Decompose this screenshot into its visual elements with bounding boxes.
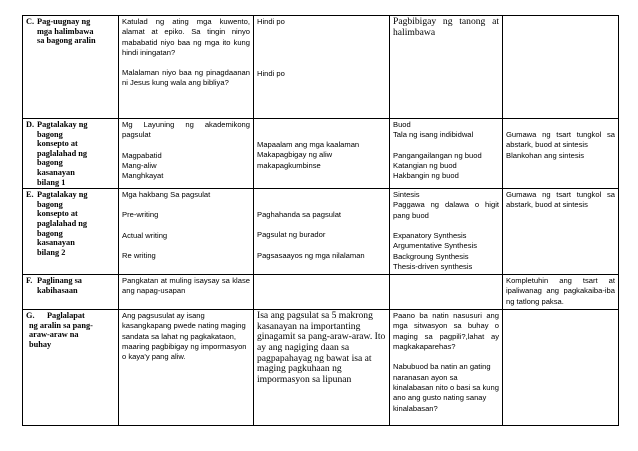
table-row-e: [23, 189, 619, 275]
discussion-text: Pagbibigay ng tanong at halimbawa: [393, 16, 499, 38]
activity-cell: [119, 16, 254, 119]
response-text: Pagsulat ng burador: [257, 230, 326, 240]
response-cell: [254, 310, 390, 426]
discussion-text: Hakbangin ng buod: [393, 171, 459, 181]
activity-text: Magpabatid: [122, 150, 162, 160]
heading-line: kabihasaan: [37, 285, 78, 295]
evaluation-text: Gumawa ng tsart tungkol sa abstark, buod at sintesis: [506, 190, 615, 210]
row-heading-cell: [23, 119, 119, 189]
activity-text: Re writing: [122, 251, 156, 261]
heading-line: ng aralin sa pang-: [29, 320, 93, 330]
discussion-cell: [390, 310, 503, 426]
heading-line: Pag-uugnay ng: [37, 17, 91, 26]
activity-text: Actual writing: [122, 230, 168, 240]
discussion-cell: [390, 189, 503, 275]
discussion-cell: [390, 275, 503, 310]
discussion-text: Expanatory Synthesis: [393, 231, 467, 241]
response-cell: [254, 119, 390, 189]
activity-text: Mg Layuning ng akademikong pagsulat: [122, 120, 250, 140]
discussion-text: Argumentative Synthesis: [393, 241, 477, 251]
heading-line: araw-araw na: [29, 330, 79, 340]
response-cell: [254, 189, 390, 275]
table-row-c: [23, 16, 619, 119]
row-letter: F.: [26, 276, 33, 286]
activity-text: Mga hakbang Sa pagsulat: [122, 190, 211, 200]
activity-cell: [119, 275, 254, 310]
heading-line: Pagtalakay ng: [37, 120, 88, 129]
activity-text: Ang pagsusulat ay isang kasangkapang pwede nating maging sandata sa lahat ng pagkakataon, maaring pagbibigay ng impormasyon o kaya'y pang aliw.: [122, 311, 247, 362]
activity-text: Katulad ng ating mga kuwento, alamat at epiko. Sa tingin ninyo mababatid niyo baa ng mga ito kung hindi iningatan?: [122, 17, 250, 57]
row-heading-cell: [23, 310, 119, 426]
heading-line: kasanayan: [37, 238, 75, 248]
response-text: Mapaalam ang mga kaalaman: [257, 140, 360, 149]
heading-line: kasanayan: [37, 167, 75, 177]
heading-line: paglalahad ng: [37, 148, 88, 158]
response-text: makapagkumbinse: [257, 160, 321, 170]
heading-line: konsepto at: [37, 209, 78, 219]
discussion-cell: [390, 16, 503, 119]
evaluation-cell: [503, 310, 619, 426]
activity-cell: [119, 189, 254, 275]
discussion-text: Sintesis: [393, 190, 420, 200]
heading-line: bagong: [37, 199, 63, 209]
heading-line: paglalahad ng: [37, 218, 88, 228]
heading-line: bilang 2: [37, 247, 66, 257]
discussion-text: Thesis-driven synthesis: [393, 261, 473, 271]
evaluation-cell: [503, 189, 619, 275]
evaluation-text: Blankohan ang sintesis: [506, 150, 585, 160]
discussion-text: Buod: [393, 120, 411, 129]
response-text: Paghahanda sa pagsulat: [257, 210, 342, 220]
discussion-text: Paano ba natin nasusuri ang mga sitwasyon sa buhay o maging sa pagpili?,lahat ay magkakaparehas?: [393, 311, 499, 352]
discussion-text: Paggawa ng dalawa o higit pang buod: [393, 200, 499, 220]
heading-line: mga halimbawa: [37, 26, 94, 36]
response-text: Makapagbigay ng aliw: [257, 150, 333, 160]
heading-line: bilang 1: [37, 177, 66, 187]
heading-line: Paglalapat: [46, 311, 85, 321]
row-heading-cell: [23, 275, 119, 310]
response-cell: [254, 16, 390, 119]
response-text: Hindi po: [257, 17, 285, 26]
heading-line: bagong: [37, 228, 63, 238]
evaluation-text: Kompletuhin ang tsart at ipaliwanag ang pagkakaiba-iba ng tatlong paksa.: [506, 276, 615, 306]
activity-text: Mang-aliw: [122, 160, 157, 170]
discussion-text: Tala ng isang indibidwal: [393, 130, 474, 140]
evaluation-cell: [503, 275, 619, 310]
table-row-g: [23, 310, 619, 426]
response-text: Isa ang pagsulat sa 5 makrong kasanayan na importanting ginagamit sa pang-araw-araw. Ito ay ang nagiging daan sa pagpapahayag ng bawat isa at maging pagkuhaan ng impormasyon sa lipunan: [257, 310, 386, 385]
row-heading-cell: [23, 16, 119, 119]
table-row-f: [23, 275, 619, 310]
heading-line: buhay: [29, 339, 52, 349]
discussion-cell: [390, 119, 503, 189]
evaluation-cell: [503, 16, 619, 119]
activity-text: Malalaman niyo baa ng pinagdaanan ni Jesus kung wala ang bibliya?: [122, 68, 250, 88]
table-row-d: [23, 119, 619, 189]
row-heading-cell: [23, 189, 119, 275]
heading-line: sa bagong aralin: [37, 36, 96, 46]
response-text: Pagsasaayos ng mga nilalaman: [257, 250, 365, 260]
heading-line: Pagtalakay ng: [37, 190, 88, 200]
response-cell: [254, 275, 390, 310]
activity-text: Pangkatan at muling isaysay sa klase ang napag-usapan: [122, 276, 250, 296]
heading-line: Paglinang sa: [37, 276, 82, 286]
row-letter: E.: [26, 190, 34, 200]
lesson-plan-table: [22, 15, 619, 426]
evaluation-cell: [503, 119, 619, 189]
discussion-text: Pangangailangan ng buod: [393, 150, 482, 160]
row-letter: G.: [26, 311, 35, 321]
heading-line: bagong: [37, 158, 63, 168]
heading-line: bagong: [37, 129, 63, 139]
response-text: Hindi po: [257, 69, 285, 79]
row-letter: C.: [26, 17, 35, 26]
evaluation-text: Gumawa ng tsart tungkol sa abstark, buod at sintesis: [506, 130, 615, 150]
activity-cell: [119, 310, 254, 426]
activity-text: Manghkayat: [122, 171, 164, 181]
heading-line: konsepto at: [37, 139, 78, 149]
discussion-text: Katangian ng buod: [393, 160, 457, 170]
activity-cell: [119, 119, 254, 189]
row-letter: D.: [26, 120, 35, 129]
activity-text: Pre-writing: [122, 210, 159, 220]
discussion-text: Backgroung Synthesis: [393, 251, 469, 261]
discussion-text: Nabubuod ba natin an gating naranasan ayon sa kinalabasan nito o basi sa kung ano ang gusto nating sanay kinalabasan?: [393, 362, 499, 413]
